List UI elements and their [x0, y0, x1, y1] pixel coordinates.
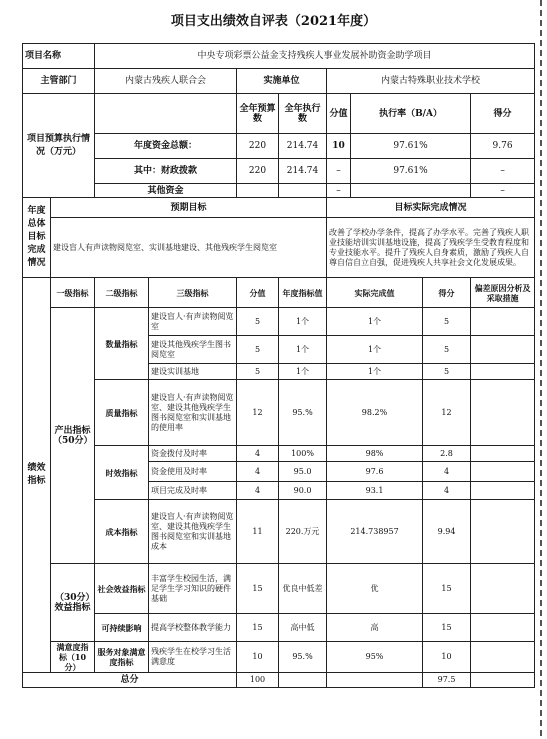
lvl3-cell: 建设其他残疾学生图书阅览室 [149, 336, 237, 364]
reason-cell [471, 462, 535, 482]
lvl3-header: 三级指标 [149, 278, 237, 308]
lvl1-effect: （30分）效益指标 [51, 564, 95, 642]
reason-cell [471, 380, 535, 446]
points-cell: 5 [423, 336, 471, 364]
total-points: 97.5 [423, 673, 471, 688]
target-cell: 95.% [279, 380, 327, 446]
target-cell: 1个 [279, 364, 327, 380]
expected-header: 预期目标 [51, 198, 327, 218]
target-cell: 100% [279, 446, 327, 462]
lvl1-header: 一级指标 [51, 278, 95, 308]
fund-total-score: 10 [327, 134, 351, 159]
fin-alloc-rate: 97.61% [351, 159, 471, 184]
actual-cell: 优 [327, 564, 423, 614]
dept-value: 内蒙古残疾人联合会 [95, 69, 237, 94]
fund-total-exec: 214.74 [279, 134, 327, 159]
page-title: 项目支出绩效自评表（2021年度） [170, 14, 377, 29]
target-cell: 1个 [279, 336, 327, 364]
fund-total-points: 9.76 [471, 134, 535, 159]
score-cell: 12 [237, 380, 279, 446]
lvl2-quantity: 数量指标 [95, 308, 149, 380]
score-col-header: 分值 [237, 278, 279, 308]
points-cell: 9.94 [423, 500, 471, 564]
goals-label: 年度总体目标完成情况 [23, 198, 51, 278]
total-score: 100 [237, 673, 279, 688]
actual-cell: 95% [327, 642, 423, 673]
target-header: 年度指标值 [279, 278, 327, 308]
table-row [23, 564, 535, 614]
reason-cell [471, 614, 535, 642]
actual-col-header: 实际完成值 [327, 278, 423, 308]
fin-alloc-label: 其中：财政拨款 [95, 159, 237, 184]
lvl3-cell: 残疾学生在校学习生活满意度 [149, 642, 237, 673]
lvl2-header: 二级指标 [95, 278, 149, 308]
annual-budget-header: 全年预算数 [237, 94, 279, 134]
points-cell: 4 [423, 482, 471, 500]
project-name-value: 中央专项彩票公益金支持残疾人事业发展补助资金助学项目 [95, 44, 535, 69]
points-cell: 2.8 [423, 446, 471, 462]
fund-total-budget: 220 [237, 134, 279, 159]
actual-cell: 1个 [327, 364, 423, 380]
self-evaluation-table [22, 43, 535, 688]
fin-alloc-exec: 214.74 [279, 159, 327, 184]
points-col-header: 得分 [423, 278, 471, 308]
points-cell: 15 [423, 614, 471, 642]
points-cell: 15 [423, 564, 471, 614]
perf-label: 绩效指标 [23, 278, 51, 673]
actual-cell: 1个 [327, 308, 423, 336]
score-cell: 5 [237, 308, 279, 336]
points-cell: 4 [423, 462, 471, 482]
points-cell: 10 [423, 642, 471, 673]
lvl2-quality: 质量指标 [95, 380, 149, 446]
actual-cell: 高 [327, 614, 423, 642]
fund-total-label: 年度资金总额： [95, 134, 237, 159]
lvl3-cell: 资金拨付及时率 [149, 446, 237, 462]
lvl3-cell: 建设盲人·有声读物阅览室 [149, 308, 237, 336]
reason-cell [471, 642, 535, 673]
lvl1-satisfaction: 满意度指标（10分） [51, 642, 95, 673]
lvl2-timeliness: 时效指标 [95, 446, 149, 500]
fin-alloc-score: – [327, 159, 351, 184]
score-cell: 4 [237, 482, 279, 500]
table-row [23, 614, 535, 642]
actual-cell: 97.6 [327, 462, 423, 482]
lvl1-output: 产出指标（50分） [51, 308, 95, 564]
budget-label: 项目预算执行情况（万元） [23, 94, 95, 198]
lvl3-cell: 资金使用及时率 [149, 462, 237, 482]
table-row [23, 380, 535, 446]
score-cell: 10 [237, 642, 279, 673]
other-funds-points: – [471, 184, 535, 198]
points-cell: 5 [423, 364, 471, 380]
actual-text: 改善了学校办学条件，提高了办学水平。完善了残疾人职业技能培训实训基地设施，提高了残疾学生受教育程度和专业技能水平。提升了残疾人自身素质，激励了残疾人自尊自信自立自强，促进残疾人共享社会文化发展成果。 [327, 218, 535, 278]
score-header: 分值 [327, 94, 351, 134]
score-cell: 5 [237, 364, 279, 380]
other-funds-label: 其他资金 [95, 184, 237, 198]
lvl2-social: 社会效益指标 [95, 564, 149, 614]
actual-header: 目标实际完成情况 [327, 198, 535, 218]
actual-cell: 1个 [327, 336, 423, 364]
exec-rate-header: 执行率（B/A） [351, 94, 471, 134]
points-cell: 5 [423, 308, 471, 336]
table-row [23, 308, 535, 336]
score-cell: 4 [237, 462, 279, 482]
table-row [23, 446, 535, 462]
table-row [23, 500, 535, 564]
fund-total-rate: 97.61% [351, 134, 471, 159]
reason-cell [471, 364, 535, 380]
target-cell: 1个 [279, 308, 327, 336]
table-row [23, 642, 535, 673]
page-edge-decoration [535, 0, 547, 739]
target-cell: 高中低 [279, 614, 327, 642]
reason-cell [471, 336, 535, 364]
score-cell: 11 [237, 500, 279, 564]
actual-cell: 98.2% [327, 380, 423, 446]
dept-label: 主管部门 [23, 69, 95, 94]
reason-cell [471, 482, 535, 500]
score-cell: 15 [237, 564, 279, 614]
target-cell: 220.万元 [279, 500, 327, 564]
fin-alloc-budget: 220 [237, 159, 279, 184]
expected-text: 建设盲人有声读物阅览室、实训基地建设、其他残疾学生阅览室 [51, 218, 327, 278]
target-cell: 90.0 [279, 482, 327, 500]
annual-exec-header: 全年执行数 [279, 94, 327, 134]
reason-cell [471, 500, 535, 564]
target-cell: 95.% [279, 642, 327, 673]
lvl2-cost: 成本指标 [95, 500, 149, 564]
lvl3-cell: 项目完成及时率 [149, 482, 237, 500]
other-funds-score: – [327, 184, 351, 198]
lvl2-sustain: 可持续影响 [95, 614, 149, 642]
actual-cell: 93.1 [327, 482, 423, 500]
actual-cell: 98% [327, 446, 423, 462]
impl-label: 实施单位 [237, 69, 327, 94]
reason-header: 偏差原因分析及采取措施 [471, 278, 535, 308]
fin-alloc-points: – [471, 159, 535, 184]
lvl3-cell: 建设盲人·有声读物阅览室、建设其他残疾学生图书阅览室和实训基地成本 [149, 500, 237, 564]
score-cell: 5 [237, 336, 279, 364]
lvl3-cell: 建设盲人·有声读物阅览室、建设其他残疾学生图书阅览室和实训基地的使用率 [149, 380, 237, 446]
reason-cell [471, 564, 535, 614]
total-label: 总分 [23, 673, 237, 688]
score-cell: 15 [237, 614, 279, 642]
score-cell: 4 [237, 446, 279, 462]
actual-cell: 214.738957 [327, 500, 423, 564]
target-cell: 95.0 [279, 462, 327, 482]
lvl3-cell: 建设实训基地 [149, 364, 237, 380]
impl-value: 内蒙古特殊职业技术学校 [327, 69, 535, 94]
reason-cell [471, 308, 535, 336]
points-cell: 12 [423, 380, 471, 446]
target-cell: 优良中低差 [279, 564, 327, 614]
lvl2-satisfy: 服务对象满意度指标 [95, 642, 149, 673]
lvl3-cell: 丰富学生校园生活，满足学生学习知识的硬件基础 [149, 564, 237, 614]
points-header: 得分 [471, 94, 535, 134]
lvl3-cell: 提高学校整体教学能力 [149, 614, 237, 642]
reason-cell [471, 446, 535, 462]
project-name-label: 项目名称 [23, 44, 95, 69]
